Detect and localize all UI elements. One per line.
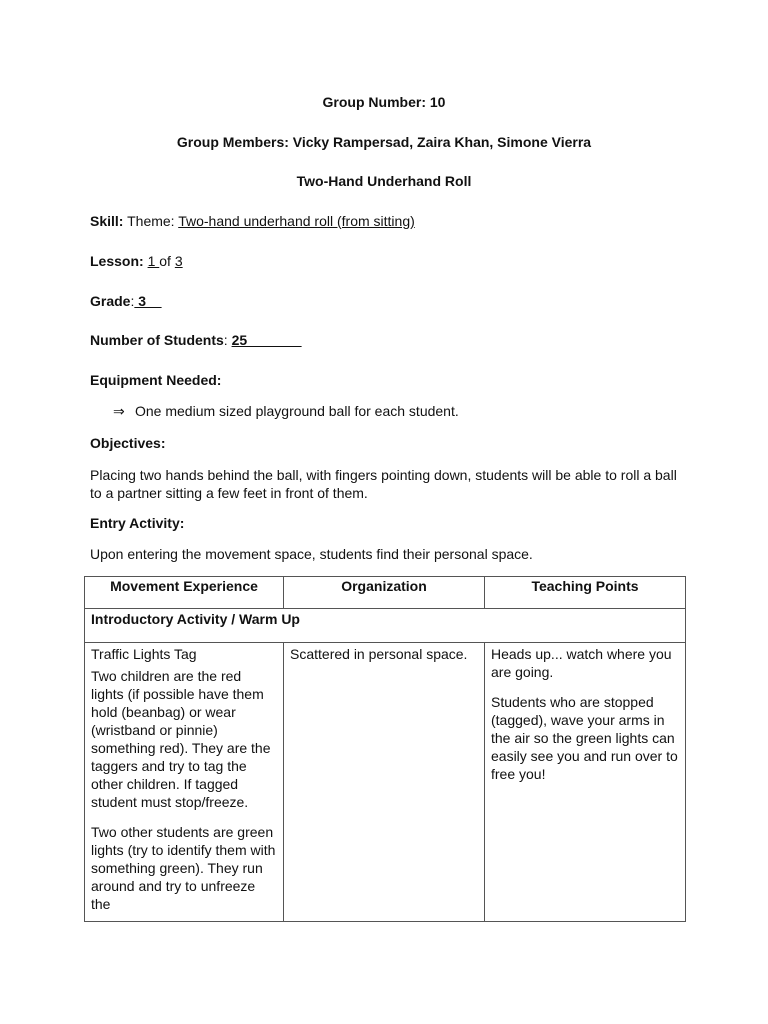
lesson-total: 3 — [174, 253, 183, 269]
arrow-bullet-icon: ⇒ — [113, 403, 125, 419]
table-row — [85, 643, 686, 922]
equipment-heading: Equipment Needed: — [90, 372, 222, 388]
entry-activity-text: Upon entering the movement space, students find their personal space. — [90, 546, 533, 562]
movement-description-2: Two other students are green lights (try to identify them with something green). They run around and try to unfreeze the — [91, 824, 276, 912]
teaching-points-cell — [485, 643, 686, 922]
lesson-of: of — [159, 253, 171, 269]
skill-theme-value: Two-hand underhand roll (from sitting) — [178, 213, 415, 229]
skill-theme-prefix: Theme: — [127, 213, 175, 229]
movement-description-1: Two children are the red lights (if possible have them hold (beanbag) or wear (wristband or pinnie) something red). They are the taggers and try to tag the other children. If tagged student must stop/freeze. — [91, 668, 271, 810]
movement-cell — [85, 643, 284, 922]
teaching-point-1: Heads up... watch where you are going. — [491, 646, 672, 680]
grade-field: Grade: 3 — [90, 293, 162, 309]
objectives-text: Placing two hands behind the ball, with fingers pointing down, students will be able to roll a ball to a partner sitting a few feet in front of them. — [90, 467, 677, 501]
grade-value: 3 — [134, 293, 162, 309]
skill-field — [90, 213, 415, 229]
column-header-organization: Organization — [284, 577, 485, 609]
organization-cell — [284, 643, 485, 922]
equipment-item-text: One medium sized playground ball for each student. — [135, 403, 459, 419]
lesson-plan-table — [84, 576, 686, 922]
students-label: Number of Students — [90, 332, 224, 348]
column-header-movement: Movement Experience — [85, 577, 284, 609]
column-header-teaching-points: Teaching Points — [485, 577, 686, 609]
grade-label: Grade — [90, 293, 131, 309]
skill-label: Skill: — [90, 213, 124, 229]
students-value: 25 — [231, 332, 302, 348]
group-number: Group Number: 10 — [322, 94, 446, 110]
lesson-field — [90, 253, 183, 269]
section-title: Introductory Activity / Warm Up — [85, 609, 686, 643]
entry-activity-heading: Entry Activity: — [90, 515, 185, 531]
equipment-item — [113, 403, 459, 420]
movement-activity-name: Traffic Lights Tag — [91, 646, 197, 662]
lesson-number: 1 — [147, 253, 160, 269]
document-title: Two-Hand Underhand Roll — [296, 173, 472, 189]
organization-text: Scattered in personal space. — [290, 646, 468, 662]
lesson-label: Lesson: — [90, 253, 144, 269]
table-section-row — [85, 609, 686, 643]
table-header-row — [85, 577, 686, 609]
teaching-point-2: Students who are stopped (tagged), wave your arms in the air so the green lights can easily see you and run over to free you! — [491, 694, 678, 782]
objectives-heading: Objectives: — [90, 435, 166, 451]
group-members: Group Members: Vicky Rampersad, Zaira Khan, Simone Vierra — [176, 134, 592, 150]
students-field: Number of Students: 25 — [90, 332, 302, 348]
